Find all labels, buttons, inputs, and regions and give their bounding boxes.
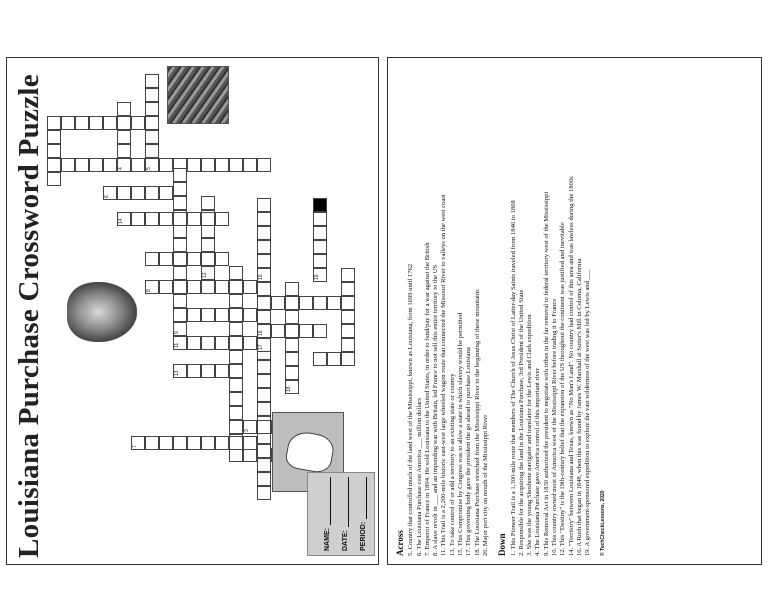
crossword-cell[interactable] <box>243 336 257 350</box>
crossword-cell[interactable] <box>229 294 243 308</box>
clue-number: 11 <box>174 342 180 348</box>
crossword-cell[interactable] <box>145 252 159 266</box>
crossword-cell[interactable] <box>285 366 299 380</box>
crossword-cell[interactable] <box>229 308 243 322</box>
crossword-cell[interactable] <box>215 364 229 378</box>
date-field[interactable] <box>331 477 349 551</box>
crossword-cell[interactable] <box>145 144 159 158</box>
crossword-cell[interactable] <box>215 252 229 266</box>
crossword-cell[interactable] <box>257 374 271 388</box>
crossword-cell[interactable] <box>229 420 243 434</box>
crossword-cell[interactable] <box>117 102 131 116</box>
crossword-cell[interactable] <box>229 392 243 406</box>
crossword-cell[interactable] <box>117 158 131 172</box>
crossword-cell[interactable] <box>341 296 355 310</box>
crossword-cell[interactable] <box>131 158 145 172</box>
period-field[interactable] <box>349 477 367 551</box>
crossword-cell[interactable] <box>285 296 299 310</box>
crossword-cell[interactable] <box>173 280 187 294</box>
crossword-cell[interactable] <box>117 144 131 158</box>
crossword-cell[interactable] <box>47 144 61 158</box>
crossword-cell[interactable] <box>285 310 299 324</box>
puzzle-page <box>6 57 379 565</box>
crossword-cell[interactable] <box>131 186 145 200</box>
crossword-cell[interactable] <box>145 88 159 102</box>
crossword-cell[interactable] <box>201 238 215 252</box>
crossword-cell[interactable] <box>201 280 215 294</box>
crossword-cell[interactable] <box>229 266 243 280</box>
clue-number: 14 <box>118 218 124 224</box>
crossword-cell[interactable] <box>201 212 215 226</box>
crossword-cell[interactable] <box>257 472 271 486</box>
crossword-cell[interactable] <box>61 116 75 130</box>
down-clue: 19. A government-sponsored expedition to explore the vast wilderness of the west was led by Lewis and ___ <box>584 269 592 556</box>
crossword-cell[interactable] <box>117 186 131 200</box>
clue-number: 7 <box>132 445 138 448</box>
across-clue: 6. The Louisiana Purchase cost America ___ million dollars <box>415 398 423 556</box>
crossword-cell[interactable] <box>173 266 187 280</box>
crossword-cell[interactable] <box>341 268 355 282</box>
crossword-cell[interactable] <box>173 182 187 196</box>
crossword-cell[interactable] <box>313 240 327 254</box>
crossword-cell[interactable] <box>173 436 187 450</box>
across-clue: 11. This Trail is a 2,200-mile historic east-west large wheeled wagon route that connected the Missouri River to valleys on the west coast <box>440 194 448 556</box>
crossword-cell[interactable] <box>257 240 271 254</box>
crossword-cell[interactable] <box>341 338 355 352</box>
crossword-cell[interactable] <box>159 280 173 294</box>
crossword-cell[interactable] <box>173 168 187 182</box>
crossword-cell[interactable] <box>131 212 145 226</box>
crossword-cell[interactable] <box>257 296 271 310</box>
period-label: PERIOD: <box>360 521 367 551</box>
crossword-cell[interactable] <box>257 402 271 416</box>
crossword-cell[interactable] <box>257 388 271 402</box>
crossword-cell[interactable] <box>103 186 117 200</box>
crossword-cell[interactable] <box>173 252 187 266</box>
crossword-cell[interactable] <box>145 130 159 144</box>
down-heading: Down <box>497 533 508 556</box>
crossword-cell[interactable] <box>47 158 61 172</box>
crossword-cell[interactable] <box>201 336 215 350</box>
crossword-cell[interactable] <box>229 350 243 364</box>
down-clues <box>510 68 593 556</box>
crossword-cell[interactable] <box>187 280 201 294</box>
crossword-cell[interactable] <box>187 364 201 378</box>
crossword-cell[interactable] <box>313 352 327 366</box>
crossword-cell[interactable] <box>173 224 187 238</box>
crossword-cell[interactable] <box>173 336 187 350</box>
crossword-cell[interactable] <box>159 212 173 226</box>
crossword-cell[interactable] <box>187 436 201 450</box>
across-clue: 18. The Louisiana Purchase stretched from the Mississippi River to the beginning of these mountains <box>473 289 481 556</box>
crossword-cell[interactable] <box>145 158 159 172</box>
crossword-cell[interactable] <box>257 338 271 352</box>
crossword-cell[interactable] <box>257 226 271 240</box>
name-label: NAME: <box>324 528 331 551</box>
across-clue: 17. This governing body gave the president the go ahead to purchase Louisiana <box>465 347 473 556</box>
crossword-cell[interactable] <box>243 420 257 434</box>
crossword-cell[interactable] <box>257 420 271 434</box>
page-title: Louisiana Purchase Crossword Puzzle <box>13 74 45 558</box>
crossword-cell[interactable] <box>341 324 355 338</box>
crossword-cell[interactable] <box>229 406 243 420</box>
crossword-cell[interactable] <box>243 308 257 322</box>
clue-number: 4 <box>118 167 124 170</box>
crossword-cell[interactable] <box>61 158 75 172</box>
crossword-cell[interactable] <box>47 116 61 130</box>
crossword-cell[interactable] <box>173 364 187 378</box>
crossword-cell[interactable] <box>187 308 201 322</box>
crossword-cell[interactable] <box>131 116 145 130</box>
across-clue: 20. Major port city on mouth of the Mississippi River <box>481 414 489 556</box>
down-clue: 3. She was the young Shoshone navigator and translator for the Lewis and Clark expedition <box>526 314 534 556</box>
clue-number: 9 <box>174 331 180 334</box>
crossword-cell[interactable] <box>145 116 159 130</box>
crossword-cell[interactable] <box>229 378 243 392</box>
crossword-cell[interactable] <box>229 436 243 450</box>
down-clue: 2. Responsible for the acquiring the land in the Louisiana Purchase, 3rd President of the United State <box>517 289 525 556</box>
crossword-cell[interactable] <box>145 280 159 294</box>
crossword-cell[interactable] <box>173 308 187 322</box>
crossword-cell[interactable] <box>201 158 215 172</box>
crossword-cell[interactable] <box>89 158 103 172</box>
crossword-cell[interactable] <box>159 186 173 200</box>
crossword-cell[interactable] <box>173 294 187 308</box>
down-clue: 10. This country owned most of America west of the Mississippi River before trading it to France <box>551 298 559 556</box>
crossword-cell[interactable] <box>285 380 299 394</box>
jefferson-portrait-image <box>67 282 137 342</box>
crossword-cell[interactable] <box>243 158 257 172</box>
clue-number: 8 <box>146 289 152 292</box>
crossword-cell[interactable] <box>243 448 257 462</box>
down-clue: 4. The Louisiana Purchase gave America control of this important river <box>534 368 542 556</box>
crossword-cell[interactable] <box>229 280 243 294</box>
crossword-cell[interactable] <box>313 268 327 282</box>
across-clue: 5. Country that controlled much of the land west of the Mississippi, known as Louisiana, from 1699 until 1762 <box>407 263 415 556</box>
crossword-cell[interactable] <box>257 282 271 296</box>
crossword-cell[interactable] <box>313 254 327 268</box>
crossword-cell[interactable] <box>285 338 299 352</box>
crossword-cell[interactable] <box>201 436 215 450</box>
crossword-cell[interactable] <box>341 282 355 296</box>
crossword-cell[interactable] <box>327 296 341 310</box>
crossword-cell[interactable] <box>201 308 215 322</box>
crossword-cell[interactable] <box>285 352 299 366</box>
date-label: DATE: <box>342 530 349 551</box>
crossword-cell[interactable] <box>257 158 271 172</box>
crossword-cell[interactable] <box>313 296 327 310</box>
crossword-cell[interactable] <box>173 322 187 336</box>
crossword-cell[interactable] <box>215 280 229 294</box>
crossword-cell[interactable] <box>173 238 187 252</box>
crossword-cell[interactable] <box>187 252 201 266</box>
student-info-box <box>307 472 375 556</box>
across-heading: Across <box>395 530 405 556</box>
crossword-cell[interactable] <box>159 158 173 172</box>
clue-number: 16 <box>258 330 264 336</box>
crossword-cell[interactable] <box>229 336 243 350</box>
clue-number: 3 <box>244 429 250 432</box>
crossword-cell[interactable] <box>257 458 271 472</box>
crossword-cell[interactable] <box>173 212 187 226</box>
clue-number: 15 <box>258 274 264 280</box>
crossword-cell[interactable] <box>89 116 103 130</box>
crossword-cell[interactable] <box>131 436 145 450</box>
crossword-cell[interactable] <box>257 310 271 324</box>
crossword-cell[interactable] <box>257 268 271 282</box>
crossword-cell[interactable] <box>229 158 243 172</box>
crossword-cell[interactable] <box>145 436 159 450</box>
across-clue: 15. This Compromise by Congress was to allow a state in which slavery would be permitted <box>457 312 465 556</box>
explorers-image <box>167 66 229 124</box>
crossword-cell[interactable] <box>313 324 327 338</box>
crossword-cell[interactable] <box>299 296 313 310</box>
crossword-cell[interactable] <box>117 130 131 144</box>
crossword-cell[interactable] <box>341 310 355 324</box>
clue-number: 12 <box>202 272 208 278</box>
crossword-cell[interactable] <box>257 324 271 338</box>
crossword-cell[interactable] <box>187 336 201 350</box>
crossword-cell[interactable] <box>145 74 159 88</box>
crossword-cell[interactable] <box>229 364 243 378</box>
down-clue: 1. This Pioneer Trail is a 1,300-mile route that members of The Church of Jesus Christ of Latter-day Saints traveled from 1846 to 1868 <box>509 200 517 556</box>
crossword-cell[interactable] <box>187 158 201 172</box>
across-clue: 13. To take control of or add a territory to an existing state or country <box>448 373 456 556</box>
across-clue: 7. Emperor of France in 1804. He sold Louisiana to the United States, in order to fund/pay for a war against the British <box>423 242 431 556</box>
crossword-cell[interactable] <box>341 352 355 366</box>
clues-page <box>387 57 762 565</box>
crossword-cell[interactable] <box>285 324 299 338</box>
crossword-cell[interactable] <box>257 486 271 500</box>
crossword-cell[interactable] <box>229 322 243 336</box>
crossword-cell[interactable] <box>117 116 131 130</box>
puzzle-page-rotated <box>7 58 380 566</box>
name-field[interactable] <box>313 477 331 551</box>
down-clue: 12. This "Destiny" is the 19th-century belief that the expansion of the US throughout the continent was justified and inevitable <box>559 222 567 556</box>
crossword-cell[interactable] <box>173 196 187 210</box>
crossword-cell[interactable] <box>215 436 229 450</box>
crossword-cell[interactable] <box>285 282 299 296</box>
crossword-cell[interactable] <box>271 324 285 338</box>
crossword-cell[interactable] <box>145 186 159 200</box>
crossword-cell[interactable] <box>327 352 341 366</box>
crossword-cell[interactable] <box>103 158 117 172</box>
crossword-cell[interactable] <box>299 324 313 338</box>
crossword-cell[interactable] <box>229 448 243 462</box>
across-clues <box>407 68 490 556</box>
crossword-cell[interactable] <box>313 198 327 212</box>
crossword-cell[interactable] <box>103 116 117 130</box>
crossword-cell[interactable] <box>201 224 215 238</box>
crossword-cell[interactable] <box>201 252 215 266</box>
crossword-cell[interactable] <box>201 196 215 210</box>
crossword-cell[interactable] <box>75 158 89 172</box>
down-clue: 9. This Removal Act in 1830 authorized the president to negotiate with tribes in the far removal to federal territory west of the Mississippi <box>542 191 550 556</box>
clue-number: 17 <box>258 344 264 350</box>
copyright: © TechCheckLessons, 2020 <box>599 490 606 556</box>
clue-number: 13 <box>174 370 180 376</box>
crossword-cell[interactable] <box>215 308 229 322</box>
crossword-cell[interactable] <box>75 116 89 130</box>
crossword-cell[interactable] <box>243 280 257 294</box>
crossword-cell[interactable] <box>117 212 131 226</box>
crossword-cell[interactable] <box>187 212 201 226</box>
crossword-cell[interactable] <box>243 436 257 450</box>
clue-number: 5 <box>146 167 152 170</box>
crossword-cell[interactable] <box>271 296 285 310</box>
clue-number: 6 <box>104 195 110 198</box>
crossword-cell[interactable] <box>215 158 229 172</box>
crossword-cell[interactable] <box>215 336 229 350</box>
down-clue: 16. A Rush that began in 1848, when this was found by James W. Marshall at Sutter's Mill in Coloma, California <box>575 258 583 556</box>
crossword-cell[interactable] <box>145 102 159 116</box>
crossword-cell[interactable] <box>159 252 173 266</box>
crossword-cell[interactable] <box>257 360 271 374</box>
crossword-cell[interactable] <box>257 198 271 212</box>
clue-list <box>396 68 612 556</box>
crossword-cell[interactable] <box>257 254 271 268</box>
clue-number: 18 <box>286 386 292 392</box>
crossword-cell[interactable] <box>145 212 159 226</box>
clue-number: 19 <box>314 274 320 280</box>
crossword-cell[interactable] <box>159 436 173 450</box>
crossword-cell[interactable] <box>257 444 271 458</box>
crossword-cell[interactable] <box>47 130 61 144</box>
down-clue: 14. "Territory" between Louisiana and Texas, known as "No Man's Land". No country had control of this area and was lawless during the 1800s <box>567 176 575 556</box>
crossword-cell[interactable] <box>313 212 327 226</box>
crossword-cell[interactable] <box>201 364 215 378</box>
crossword-cell[interactable] <box>215 212 229 226</box>
crossword-cell[interactable] <box>201 266 215 280</box>
crossword-cell[interactable] <box>257 212 271 226</box>
crossword-cell[interactable] <box>313 226 327 240</box>
across-clue: 8. A slave revolt in ___ and an impending war with Britain, led France to not sell this entire territory to the US <box>432 264 440 556</box>
clues-page-rotated <box>388 58 763 566</box>
crossword-cell[interactable] <box>47 172 61 186</box>
